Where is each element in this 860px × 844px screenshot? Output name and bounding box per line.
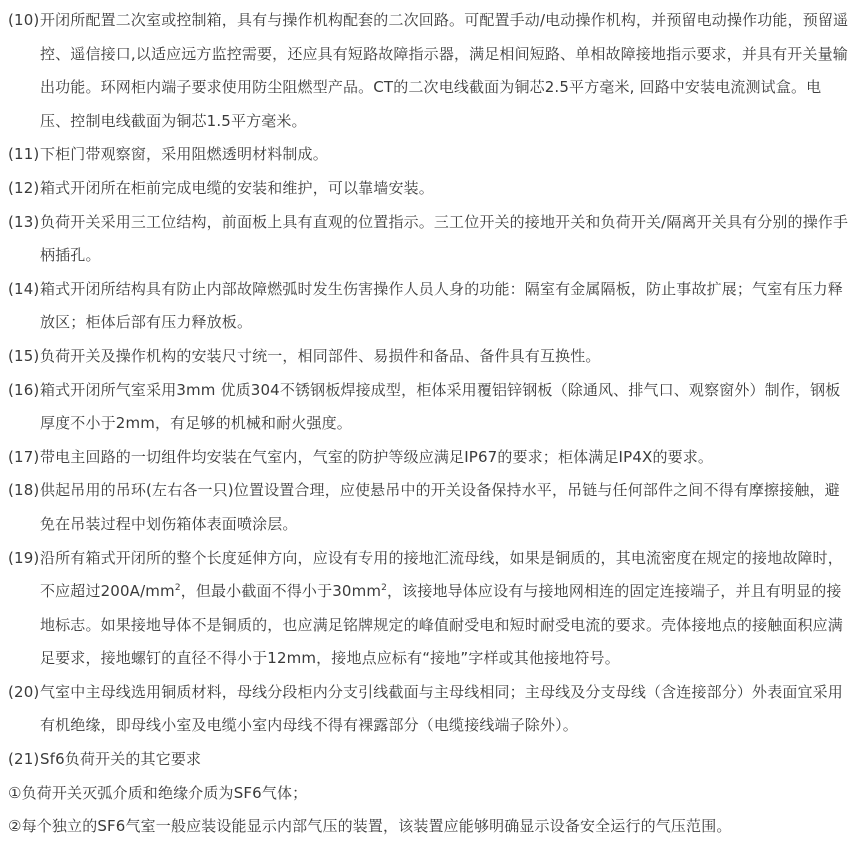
superscript: 2 bbox=[174, 583, 181, 594]
clause-18 bbox=[8, 474, 850, 541]
clause-10 bbox=[8, 4, 850, 138]
clause-13 bbox=[8, 206, 850, 273]
clause-text: 箱式开闭所结构具有防止内部故障燃弧时发生伤害操作人员人身的功能：隔室有金属隔板，防止事故扩展；气室有压力释放区；柜体后部有压力释放板。 bbox=[40, 279, 843, 332]
clause-12 bbox=[8, 172, 850, 206]
clause-text: Sf6负荷开关的其它要求 bbox=[40, 750, 202, 769]
clause-number: (21) bbox=[8, 750, 40, 769]
clause-text: 供起吊用的吊环(左右各一只)位置设置合理，应使悬吊中的开关设备保持水平，吊链与任何部件之间不得有摩擦接触，避免在吊装过程中划伤箱体表面喷涂层。 bbox=[40, 481, 840, 533]
clause-14 bbox=[8, 273, 850, 340]
clause-number: (20) bbox=[8, 682, 40, 701]
superscript: 2 bbox=[381, 583, 388, 594]
clause-text: 沿所有箱式开闭所的整个长度延伸方向，应设有专用的接地汇流母线，如果是铜质的，其电流密度在规定的接地故障时，不应超过200A/mm bbox=[40, 548, 843, 601]
clause-17 bbox=[8, 441, 850, 475]
clause-number: (13) bbox=[8, 212, 40, 231]
clause-text: 带电主回路的一切组件均安装在气室内，气室的防护等级应满足IP67的要求；柜体满足IP4X的要求。 bbox=[40, 447, 714, 466]
clause-text: 箱式开闭所气室采用3mm 优质304不锈钢板焊接成型，柜体采用覆铝锌钢板（除通风、排气口、观察窗外）制作，钢板厚度不小于2mm，有足够的机械和耐火强度。 bbox=[40, 380, 841, 433]
clause-20 bbox=[8, 676, 850, 743]
clause-number: (12) bbox=[8, 178, 40, 197]
clause-21 bbox=[8, 743, 850, 777]
clause-text: ，该接地导体应设有与接地网相连的固定连接端子，并且有明显的接地标志。如果接地导体不是铜质的，也应满足铭牌规定的峰值耐受电和短时耐受电流的要求。壳体接地点的接触面积应满足要求，接地螺钉的直径不得小于12mm，接地点应标有“接地”字样或其他接地符号。 bbox=[40, 582, 843, 668]
clause-number: (17) bbox=[8, 447, 40, 466]
clause-19 bbox=[8, 542, 850, 676]
clause-text: 气室中主母线选用铜质材料，母线分段柜内分支引线截面与主母线相同；主母线及分支母线（含连接部分）外表面宜采用有机绝缘，即母线小室及电缆小室内母线不得有裸露部分（电缆接线端子除外）。 bbox=[40, 682, 843, 735]
clause-11 bbox=[8, 138, 850, 172]
clause-text: 下柜门带观察窗，采用阻燃透明材料制成。 bbox=[40, 145, 328, 164]
subitem-2: ②每个独立的SF6气室一般应装设能显示内部气压的装置，该装置应能够明确显示设备安全运行的气压范围。 bbox=[8, 817, 732, 836]
clause-number: (15) bbox=[8, 346, 40, 365]
clause-number: (18) bbox=[8, 481, 40, 500]
clause-number: (19) bbox=[8, 548, 40, 567]
clause-text: 箱式开闭所在柜前完成电缆的安装和维护，可以靠墙安装。 bbox=[40, 178, 434, 197]
clause-text: 开闭所配置二次室或控制箱，具有与操作机构配套的二次回路。可配置手动/电动操作机构，并预留电动操作功能，预留遥控、遥信接口,以适应远方监控需要，还应具有短路故障指示器，满足相间短路、单相故障接地指示要求，并具有开关量输出功能。环网柜内端子要求使用防尘阻燃型产品。CT的二次电线截面为铜芯2.5平方毫米, 回路中安装电流测试盒。电压、控制电线截面为铜芯1.5平方毫米。 bbox=[40, 11, 849, 130]
clause-16 bbox=[8, 374, 850, 441]
clause-text: 负荷开关采用三工位结构，前面板上具有直观的位置指示。三工位开关的接地开关和负荷开关/隔离开关具有分别的操作手柄插孔。 bbox=[40, 212, 849, 265]
clause-number: (10) bbox=[8, 11, 40, 29]
clause-15 bbox=[8, 340, 850, 374]
subitem-1: ①负荷开关灭弧介质和绝缘介质为SF6气体； bbox=[8, 783, 308, 802]
clause-number: (11) bbox=[8, 145, 40, 164]
clause-text: 负荷开关及操作机构的安装尺寸统一，相同部件、易损件和备品、备件具有互换性。 bbox=[40, 346, 601, 365]
clause-number: (16) bbox=[8, 380, 40, 399]
clause-text: ，但最小截面不得小于30mm bbox=[180, 582, 382, 601]
clause-number: (14) bbox=[8, 279, 40, 298]
